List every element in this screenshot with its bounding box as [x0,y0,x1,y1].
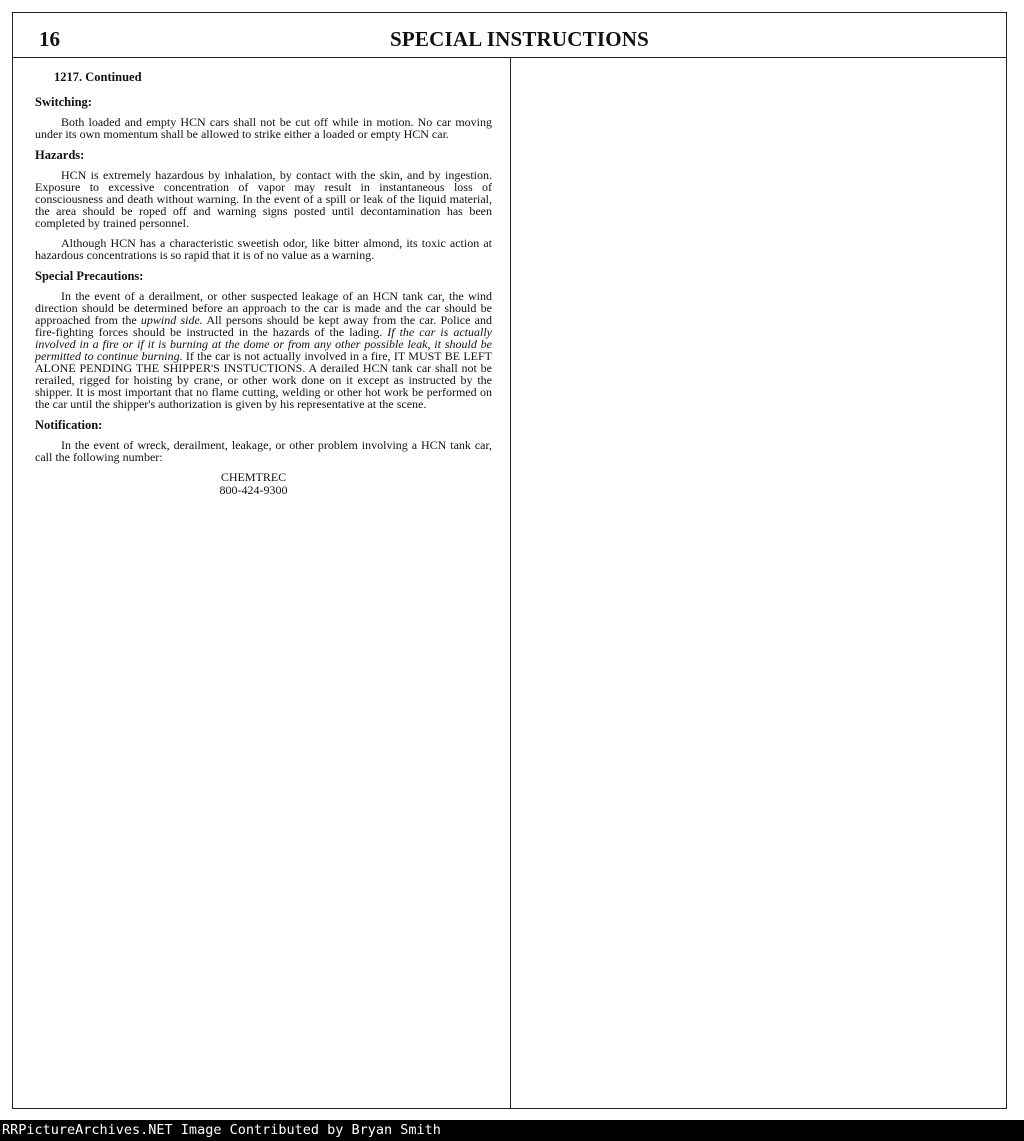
switching-heading: Switching: [35,95,92,109]
right-column-empty [511,58,1006,1108]
hazards-paragraph-2: Although HCN has a characteristic sweetish odor, like bitter almond, its toxic action at hazardous concentrations is so rapid that it is of no value as a warning. [35,236,492,262]
contact-name: CHEMTREC [220,470,287,484]
notification-paragraph: In the event of wreck, derailment, leakage, or other problem involving a HCN tank car, call the following number: [35,438,492,464]
contact-block [35,471,492,497]
notification-heading: Notification: [35,418,103,432]
precautions-text-3: If the car is not actually involved in a fire, IT MUST BE LEFT ALONE PENDING THE SHIPPER'S INSTUCTIONS. A derailed HCN tank car shall not be rerailed, rigged for hoisting by crane, or other work done on it except as instructed by the shipper. It is most important that no flame cutting, welding or other hot work be performed on the car until the shipper's authorization is given by his representative at the scene. [35,349,493,411]
precautions-fire-italic: If the car is actually involved in a fire or if it is burning at the dome or from any other possible leak, it should be permitted to continue burning. [35,325,492,363]
page-title: SPECIAL INSTRUCTIONS [390,27,649,51]
precautions-text-2: All persons should be kept away from the car. Police and fire-fighting forces should be instructed in the hazards of the lading. [35,313,492,339]
hazards-paragraph-1: HCN is extremely hazardous by inhalation, by contact with the skin, and by ingestion. Exposure to excessive concentration of vapor may result in instantaneous loss of consciousness and death without warning. In the event of a spill or leak of the liquid material, the area should be roped off and warning signs posted until decontamination has been completed by trained personnel. [35,168,492,230]
special-precautions-heading: Special Precautions: [35,269,144,283]
precautions-upwind-italic: upwind side. [140,313,203,327]
image-credit-footer: RRPictureArchives.NET Image Contributed by Bryan Smith [0,1120,1024,1141]
left-column [13,58,511,1108]
page-header [13,13,1006,58]
special-precautions-paragraph [35,290,492,410]
contact-phone: 800-424-9300 [219,483,288,497]
precautions-text-1: In the event of a derailment, or other suspected leakage of an HCN tank car, the wind direction should be determined before an approach to the car is made and the car should be approached from the [35,289,492,327]
section-label: 1217. Continued [54,70,142,84]
document-page [12,12,1007,1109]
switching-paragraph: Both loaded and empty HCN cars shall not be cut off while in motion. No car moving under its own momentum shall be allowed to strike either a loaded or empty HCN car. [35,115,492,141]
hazards-heading: Hazards: [35,148,85,162]
page-number: 16 [39,27,60,51]
